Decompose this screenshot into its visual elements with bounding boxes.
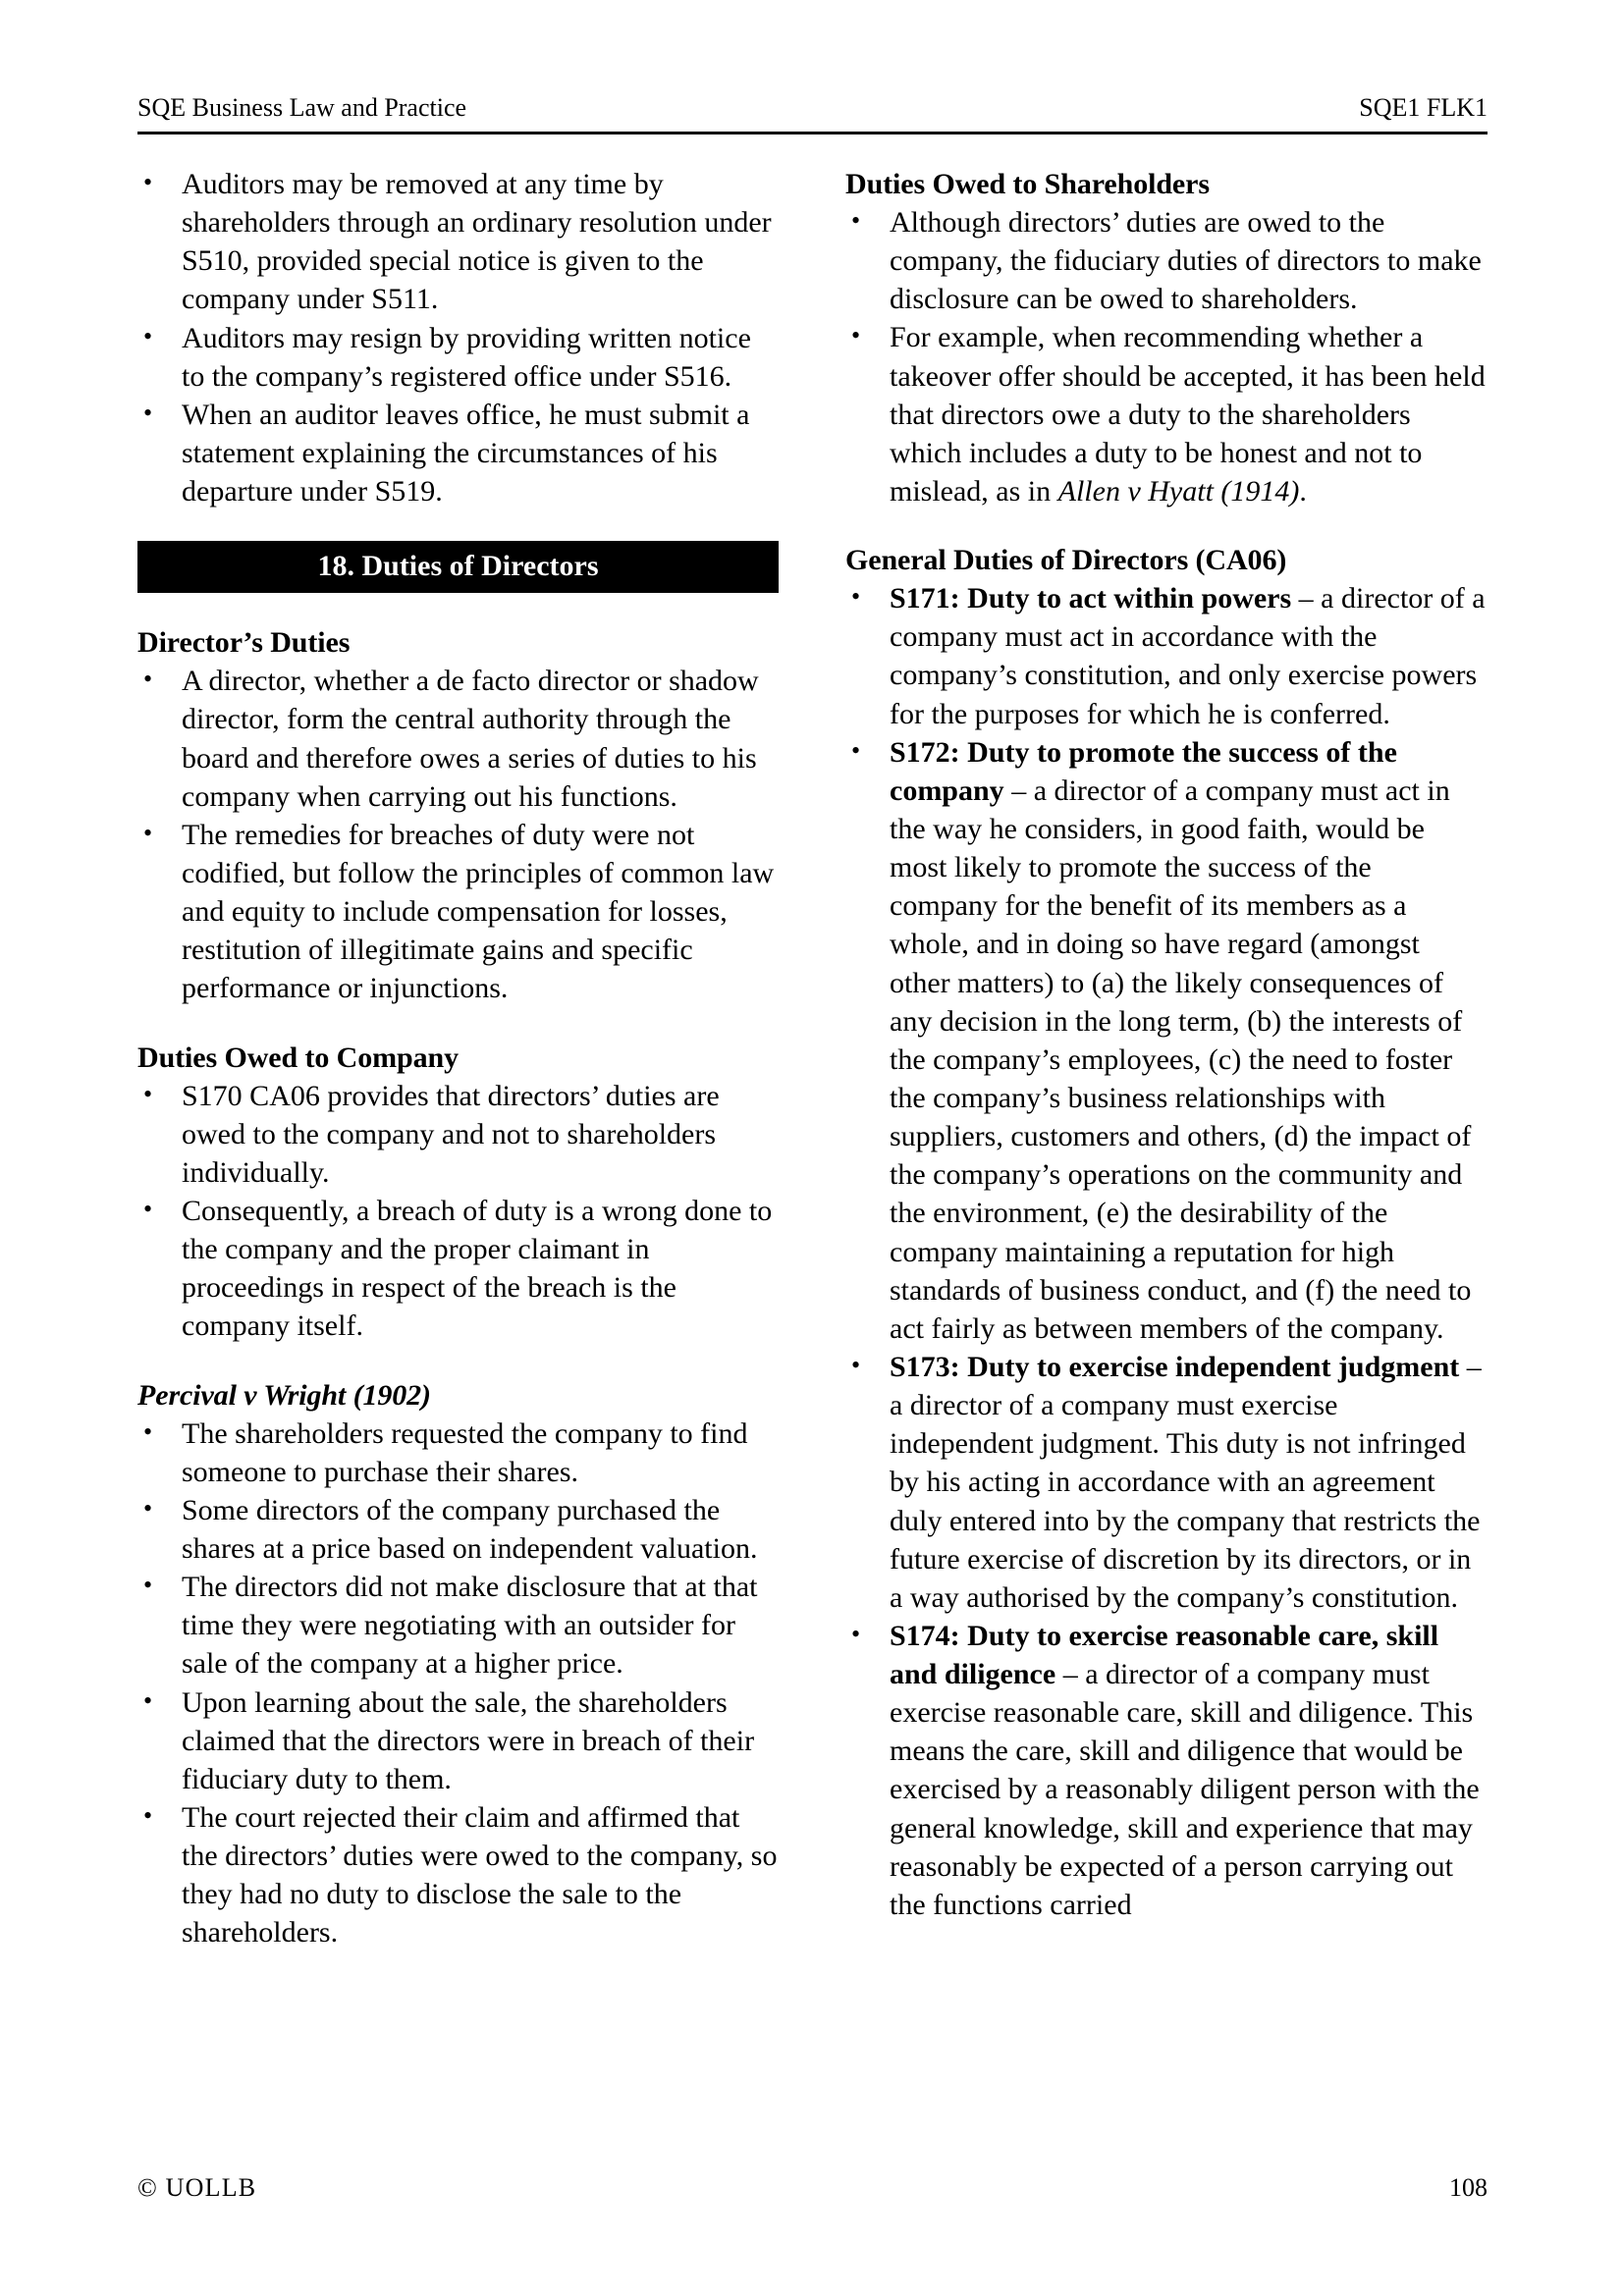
list-item-text: For example, when recommending whether a takeover offer should be accepted, it has been held that directors owe a duty to the shareholders which includes a duty to be honest and not to mislead, as in: [890, 321, 1486, 507]
list-item-tail: .: [1299, 474, 1307, 507]
list-item-text: Although directors’ duties are owed to the company, the fiduciary duties of directors to make disclosure can be owed to shareholders.: [890, 206, 1482, 316]
right-column: [845, 165, 1487, 1951]
list-item: [845, 318, 1487, 510]
running-header: [137, 94, 1488, 123]
spacer: [845, 510, 1487, 541]
duties-owed-shareholders-bullet-list: [845, 203, 1487, 510]
section-banner-heading: 18. Duties of Directors: [137, 541, 779, 593]
heading-general-duties-of-directors: General Duties of Directors (CA06): [845, 544, 1287, 577]
duty-body-s171: – a director of a company must act in accordance with the company’s constitution, and only exercise powers for the purposes for which he is conferred.: [890, 582, 1486, 730]
duties-owed-company-bullet-list: [137, 1077, 779, 1346]
footer-copyright: © UOLLB: [137, 2173, 257, 2202]
heading-duties-owed-to-shareholders: Duties Owed to Shareholders: [845, 168, 1210, 200]
heading-duties-owed-to-company: Duties Owed to Company: [137, 1041, 459, 1074]
duty-body-s173: – a director of a company must exercise independent judgment. This duty is not infringed by his acting in accordance with an agreement duly entered into by the company that restricts the future exercise of discretion by its directors, or in a way authorised by the company’s constitution.: [890, 1350, 1482, 1614]
footer-page-number: 108: [1449, 2173, 1488, 2202]
duty-label-s174: S174: Duty to exercise reasonable care, skill and diligence: [890, 1619, 1439, 1691]
case-bullet-list: [137, 1415, 779, 1952]
duty-body-s174: – a director of a company must exercise reasonable care, skill and diligence. This means the care, skill and diligence that would be exercised by a reasonably diligent person with the general knowledge, skill and experience that may reasonably be expected of a person carrying out the functions carried: [890, 1658, 1480, 1921]
directors-duties-bullet-list: [137, 662, 779, 1007]
header-title-right: SQE1 FLK1: [1359, 93, 1488, 122]
list-item: • The remedies for breaches of duty were not codified, but follow the principles of common law and equity to include compensation for losses, restitution of illegitimate gains and specific performance or injunctions.: [137, 816, 779, 1008]
two-column-body: [137, 165, 1488, 1951]
list-item: • Consequently, a breach of duty is a wrong done to the company and the proper claimant in proceedings in respect of the breach is the company itself.: [137, 1192, 779, 1346]
list-item: [845, 1617, 1487, 1924]
list-item: • The court rejected their claim and affirmed that the directors’ duties were owed to the company, so they had no duty to disclose the sale to the shareholders.: [137, 1798, 779, 1952]
heading-case-percival-v-wright: Percival v Wright (1902): [137, 1378, 431, 1412]
duty-label-s172: S172: Duty to promote the success of the company: [890, 735, 1397, 807]
list-item: [845, 1348, 1487, 1617]
duty-body-s172: – a director of a company must act in the way he considers, in good faith, would be most likely to promote the success of the company for the benefit of its members as a whole, and in doing so have regard (amongst other matters) to (a) the likely consequences of any decision in the long term, (b) the interests of the company’s employees, (c) the need to foster the company’s business relationships with suppliers, customers and others, (d) the impact of the company’s operations on the community and the environment, (e) the desirability of the company maintaining a reputation for high standards of business conduct, and (f) the need to act fairly as between members of the company.: [890, 774, 1472, 1345]
spacer: [137, 593, 779, 623]
left-column: [137, 165, 779, 1951]
list-item: • Some directors of the company purchased the shares at a price based on independent valuation.: [137, 1491, 779, 1568]
list-item: • Upon learning about the sale, the shareholders claimed that the directors were in breach of their fiduciary duty to them.: [137, 1683, 779, 1798]
case-citation-allen-v-hyatt: Allen v Hyatt (1914): [1057, 474, 1300, 507]
duty-label-s171: S171: Duty to act within powers: [890, 582, 1292, 615]
list-item: [845, 579, 1487, 733]
list-item: • Auditors may resign by providing written notice to the company’s registered office under S516.: [137, 319, 779, 396]
spacer: [137, 1346, 779, 1376]
duty-label-s173: S173: Duty to exercise independent judgment: [890, 1350, 1460, 1383]
list-item: • A director, whether a de facto director or shadow director, form the central authority through the board and therefore owes a series of duties to his company when carrying out his functions.: [137, 662, 779, 816]
list-item: • The shareholders requested the company to find someone to purchase their shares.: [137, 1415, 779, 1491]
page-footer: [137, 2174, 1488, 2203]
general-duties-bullet-list: [845, 579, 1487, 1924]
list-item: • When an auditor leaves office, he must submit a statement explaining the circumstances of his departure under S519.: [137, 396, 779, 510]
list-item: • S170 CA06 provides that directors’ duties are owed to the company and not to shareholders individually.: [137, 1077, 779, 1192]
list-item: • The directors did not make disclosure that at that time they were negotiating with an outsider for sale of the company at a higher price.: [137, 1568, 779, 1682]
auditor-bullet-list: [137, 165, 779, 510]
heading-directors-duties: Director’s Duties: [137, 626, 351, 660]
header-divider: [137, 132, 1488, 134]
spacer: [137, 1008, 779, 1039]
header-title-left: SQE Business Law and Practice: [137, 93, 467, 122]
list-item: • Auditors may be removed at any time by shareholders through an ordinary resolution under S510, provided special notice is given to the company under S511.: [137, 165, 779, 319]
list-item: [845, 203, 1487, 318]
list-item: [845, 733, 1487, 1348]
spacer: [137, 510, 779, 541]
